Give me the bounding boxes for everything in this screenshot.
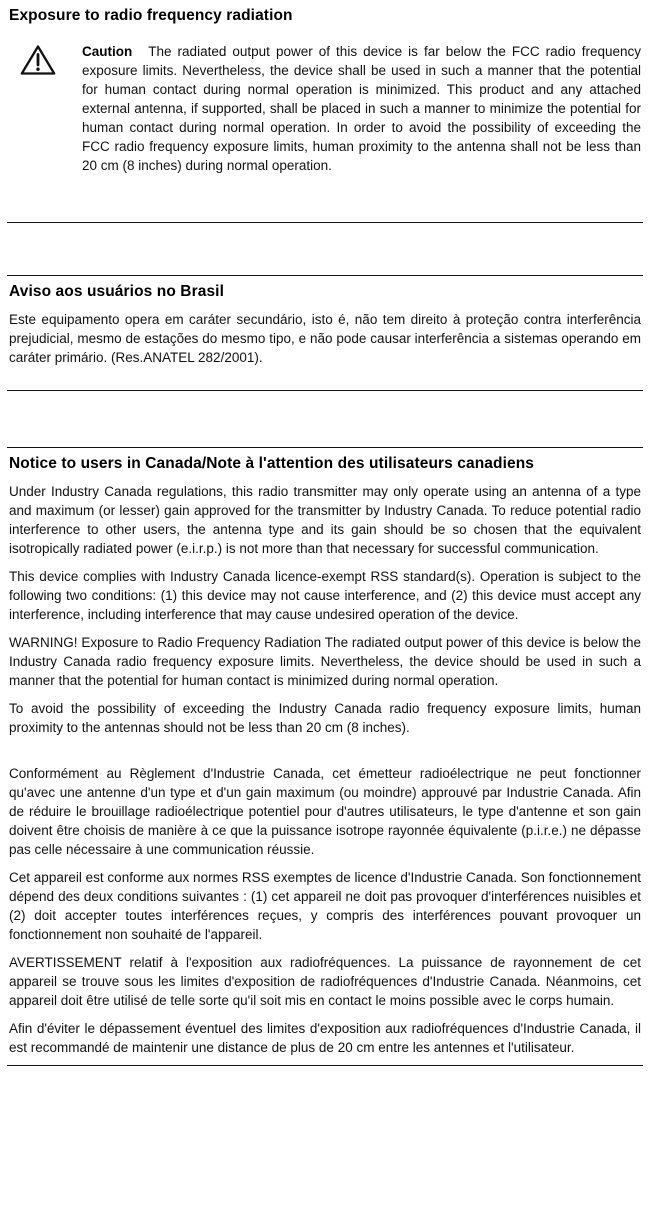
canada-paragraph-fr-2: Cet appareil est conforme aux normes RSS exemptes de licence d'Industrie Canada. Son fonctionnement dépend des deux conditions suivantes : (1) cet appareil ne doit pas provoquer d'interférences nuisibles et (2) doit accepter toutes interférences reçues, y compris des interférences pouvant provoquer un fonctionnement non souhaité de l'appareil.	[9, 870, 641, 942]
caution-label: Caution	[82, 44, 133, 59]
section-fcc-exposure	[7, 7, 643, 223]
canada-paragraph-en-1: Under Industry Canada regulations, this radio transmitter may only operate using an antenna of a type and maximum (or lesser) gain approved for the transmitter by Industry Canada. To reduce potential radio interference to other users, the antenna type and its gain should be so chosen that the equivalent isotropically radiated power (e.i.r.p.) is not more than that necessary for successful communication.	[9, 484, 641, 556]
brazil-body-paragraph: Este equipamento opera em caráter secundário, isto é, não tem direito à proteção contra interferência prejudicial, mesmo de estações do mesmo tipo, e não pode causar interferência a sistemas operando em caráter primário. (Res.ANATEL 282/2001).	[9, 312, 641, 365]
caution-block	[9, 42, 641, 175]
regulatory-notices-page	[0, 7, 650, 1220]
canada-paragraph-fr-4: Afin d'éviter le dépassement éventuel des limites d'exposition aux radiofréquences d'Industrie Canada, il est recommandé de maintenir une distance de plus de 20 cm entre les antennes et l'utilisateur.	[9, 1021, 641, 1055]
canada-paragraph-en-3-warning: WARNING! Exposure to Radio Frequency Radiation The radiated output power of this device is below the Industry Canada radio frequency exposure limits. Nevertheless, the device should be used in such a manner that the potential for human contact is minimized during normal operation.	[9, 635, 641, 688]
section-title-fcc-exposure: Exposure to radio frequency radiation	[9, 7, 293, 24]
section-brazil-notice	[7, 275, 643, 391]
canada-paragraph-fr-1: Conformément au Règlement d'Industrie Canada, cet émetteur radioélectrique ne peut fonctionner qu'avec une antenne d'un type et d'un gain maximum (ou moindre) approuvé par Industrie Canada. Afin de réduire le brouillage radioélectrique potentiel pour d'autres utilisateurs, le type d'antenne et son gain doivent être choisis de manière à ce que la puissance isotrope rayonnée équivalente (p.i.r.e.) ne dépasse pas celle nécessaire à une communication réussie.	[9, 766, 641, 857]
warning-triangle-icon	[20, 42, 56, 81]
canada-paragraph-en-2: This device complies with Industry Canada licence-exempt RSS standard(s). Operation is subject to the following two conditions: (1) this device may not cause interference, and (2) this device must accept any interference, including interference that may cause undesired operation of the device.	[9, 569, 641, 622]
caution-paragraph	[82, 42, 641, 175]
section-title-canada: Notice to users in Canada/Note à l'attention des utilisateurs canadiens	[9, 455, 534, 472]
section-title-brazil: Aviso aos usuários no Brasil	[9, 283, 224, 300]
caution-body-text: The radiated output power of this device is far below the FCC radio frequency exposure limits. Nevertheless, the device shall be used in such a manner that the potential for human contact during normal operation is minimized. This product and any attached external antenna, if supported, shall be placed in such a manner to minimize the potential for human contact during normal operation. In order to avoid the possibility of exceeding the FCC radio frequency exposure limits, human proximity to the antenna shall not be less than 20 cm (8 inches) during normal operation.	[82, 44, 641, 173]
section-canada-notice	[7, 447, 643, 1066]
canada-paragraph-fr-3-avertissement: AVERTISSEMENT relatif à l'exposition aux radiofréquences. La puissance de rayonnement de cet appareil se trouve sous les limites d'exposition de radiofréquences d'Industrie Canada. Néanmoins, cet appareil doit être utilisé de telle sorte qu'il soit mis en contact le moins possible avec le corps humain.	[9, 955, 641, 1008]
canada-paragraph-en-4: To avoid the possibility of exceeding the Industry Canada radio frequency exposure limits, human proximity to the antennas should not be less than 20 cm (8 inches).	[9, 701, 641, 735]
